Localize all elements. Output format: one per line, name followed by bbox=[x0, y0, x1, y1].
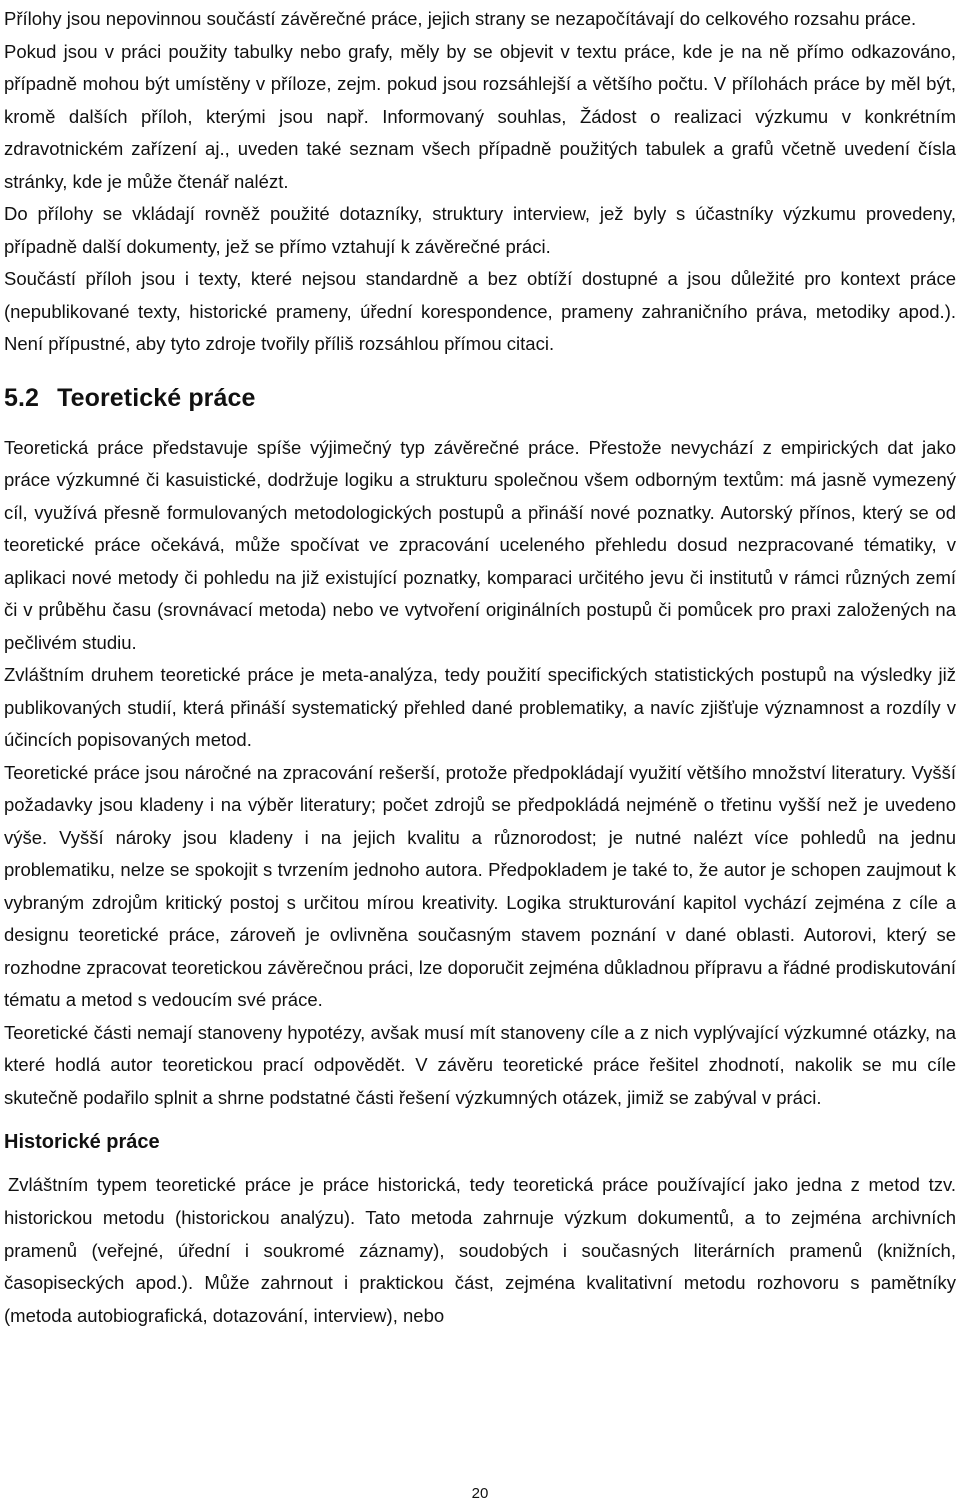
paragraph-historical-work: Zvláštním typem teoretické práce je práce historická, tedy teoretická práce používající jako jedna z metod tzv. historickou metodu (historickou analýzu). Tato metoda zahrnuje výzkum dokumentů, a to zejména archivních pramenů (veřejné, úřední i soukromé záznamy), soudobých i současných literárních pramenů (knižních, časopiseckých apod.). Může zahrnout i praktickou část, zejména kvalitativní metodu rozhovoru s pamětníky (metoda autobiografická, dotazování, interview), nebo bbox=[4, 1174, 956, 1327]
paragraph-appendix-optional: Přílohy jsou nepovinnou součástí závěrečné práce, jejich strany se nezapočítávají do celkového rozsahu práce. bbox=[4, 8, 917, 29]
subsection-heading: Historické práce bbox=[4, 1131, 160, 1153]
section-number: 5.2 bbox=[4, 383, 40, 412]
paragraph-literature-requirements: Teoretické práce jsou náročné na zpracování rešerší, protože předpokládají využití většího množství literatury. Vyšší požadavky jsou kladeny i na výběr literatury; počet zdrojů se předpokládá nejméně o třetinu vyšší než je uvedeno výše. Vyšší nároky jsou kladeny i na jejich kvalitu a různorodost; je nutné nalézt více pohledů na jednu problematiku, nelze se spokojit s tvrzením jednoho autora. Předpokladem je také to, že autor je schopen zaujmout k vybraným zdrojům kritický postoj s určitou mírou kreativity. Logika strukturování kapitol vychází zejména z cíle a designu teoretické práce, zároveň je ovlivněna současným stavem poznání v dané oblasti. Autorovi, který se rozhodne zpracovat teoretickou závěrečnou práci, lze doporučit zejména důkladnou přípravu a řádné prodiskutování tématu a metod s vedoucím své práce. bbox=[4, 761, 956, 1010]
document-page bbox=[4, 0, 956, 1333]
page-number: 20 bbox=[471, 1485, 489, 1502]
paragraph-questionnaires: Do přílohy se vkládají rovněž použité dotazníky, struktury interview, jež byly s účastníky výzkumu provedeny, případně další dokumenty, jež se přímo vztahují k závěrečné práci. bbox=[4, 203, 956, 257]
paragraph-tables-graphs: Pokud jsou v práci použity tabulky nebo grafy, měly by se objevit v textu práce, kde je na ně přímo odkazováno, případně mohou být umístěny v příloze, zejm. pokud jsou rozsáhlejší a většího počtu. V přílohách práce by měl být, kromě dalších příloh, kterými jsou např. Informovaný souhlas, Žádost o realizaci výzkumu v konkrétním zdravotnickém zařízení aj., uveden také seznam všech případně použitých tabulek a grafů včetně uvedení čísla stránky, kde je může čtenář nalézt. bbox=[4, 40, 956, 192]
paragraph-appendix-texts: Součástí příloh jsou i texty, které nejsou standardně a bez obtíží dostupné a jsou důležité pro kontext práce (nepublikované texty, historické prameny, úřední korespondence, prameny zahraničního práva, metodiky apod.). Není přípustné, aby tyto zdroje tvořily příliš rozsáhlou přímou citaci. bbox=[4, 268, 956, 354]
section-heading bbox=[4, 381, 956, 415]
section-title: Teoretické práce bbox=[57, 383, 256, 412]
paragraph-theoretical-intro: Teoretická práce představuje spíše výjimečný typ závěrečné práce. Přestože nevychází z empirických dat jako práce výzkumné či kasuistické, dodržuje logiku a strukturu společnou všem odborným textům: má jasně vymezený cíl, využívá přesně formulovaných metodologických postupů a přináší nové poznatky. Autorský přínos, který se od teoretické práce očekává, může spočívat ve zpracování uceleného přehledu dosud nezpracované tématiky, v aplikaci nové metody či pohledu na již existující poznatky, komparaci určitého jevu či institutů v rámci různých zemí či v průběhu času (srovnávací metoda) nebo ve vytvoření originálních postupů či pomůcek pro praxi založených na pečlivém studiu. bbox=[4, 436, 956, 653]
paragraph-meta-analysis: Zvláštním druhem teoretické práce je meta-analýza, tedy použití specifických statistických postupů na výsledky již publikovaných studií, která přináší systematický přehled dané problematiky, a navíc zjišťuje významnost a rozdíly v účincích popisovaných metod. bbox=[4, 664, 956, 750]
paragraph-hypotheses-goals: Teoretické části nemají stanoveny hypotézy, avšak musí mít stanoveny cíle a z nich vyplývající výzkumné otázky, na které hodlá autor teoretickou prací odpovědět. V závěru teoretické práce řešitel zhodnotí, nakolik se mu cíle skutečně podařilo splnit a shrne podstatné části řešení výzkumných otázek, jimiž se zabýval v práci. bbox=[4, 1021, 956, 1108]
